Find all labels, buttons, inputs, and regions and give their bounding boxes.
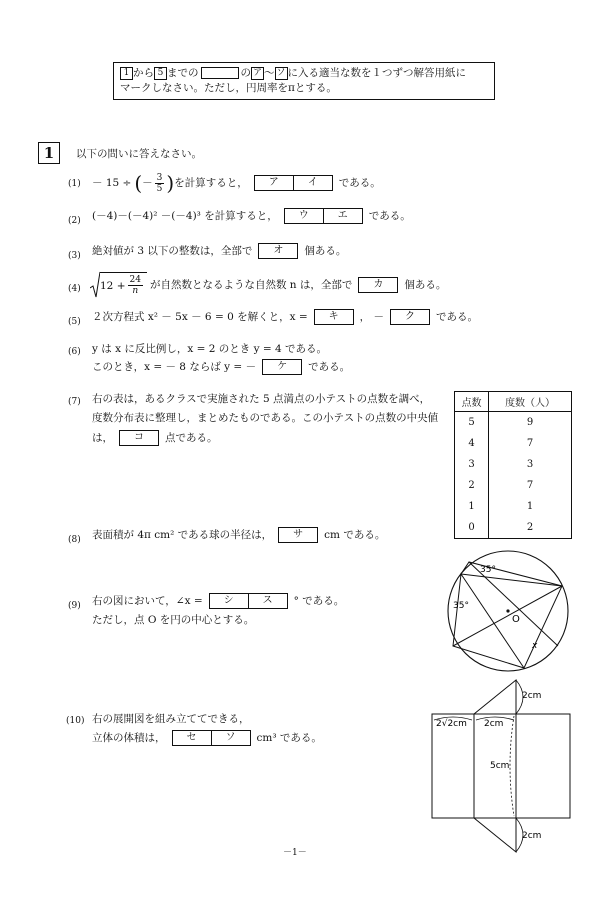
table-cell-frequency: 1 (526, 501, 534, 512)
q4-fraction-denominator: n (132, 286, 139, 296)
q9-number: (9) (68, 601, 81, 611)
q6-line-1: y は x に反比例し，x = 2 のとき y = 4 である。 (92, 343, 328, 355)
q8-prefix: 表面積が 4π cm² である球の半径は， (92, 529, 273, 541)
answer-box-shi: シ (223, 595, 234, 606)
q10-answer-boxes (172, 730, 251, 746)
q2-expression: (－4)－(－4)² －(－4)³ を計算すると， (92, 210, 278, 222)
table-cell-score: 3 (455, 454, 489, 475)
table-header-score: 点数 (455, 392, 489, 412)
q7-suffix: 点である。 (165, 432, 218, 444)
q1-sign: － (142, 177, 153, 189)
instr-number-1: 1 (120, 67, 133, 80)
answer-box-so: ソ (211, 731, 250, 745)
section-number: 1 (38, 142, 60, 164)
question-8 (92, 527, 385, 543)
net-label-height: 5cm (490, 761, 510, 771)
table-cell-score: 1 (455, 496, 489, 517)
net-label-left: 2√2cm (436, 719, 467, 729)
table-header-frequency: 度数（人） (489, 392, 572, 412)
answer-box-e: エ (323, 209, 362, 223)
q4-number: (4) (68, 284, 81, 294)
table-cell-frequency: 3 (526, 459, 534, 470)
instr-blank-box (201, 67, 239, 79)
answer-box-i: イ (293, 176, 332, 190)
q6-answer-boxes (262, 359, 302, 375)
q7-line-2: 度数分布表に整理し，まとめたものである。この小テストの点数の中央値 (92, 412, 439, 424)
q4-fraction (128, 275, 143, 296)
q2-answer-boxes (284, 208, 363, 224)
instr-number-5: 5 (154, 67, 167, 80)
q8-answer-boxes (278, 527, 318, 543)
q8-suffix: cm である。 (324, 529, 386, 541)
table-cell-frequency: 7 (526, 438, 534, 449)
q10-line-2 (92, 730, 322, 746)
q2-number: (2) (68, 216, 81, 226)
q1-fraction (155, 173, 165, 194)
table-header-row (455, 392, 572, 412)
table-row (455, 433, 572, 454)
q5-number: (5) (68, 317, 81, 327)
net-figure (426, 676, 576, 872)
answer-box-sa: サ (293, 529, 304, 540)
table-cell-frequency: 7 (526, 480, 534, 491)
answer-box-a: ア (268, 177, 279, 188)
q7-answer-boxes (119, 430, 159, 446)
q4-middle: が自然数となるような自然数 n は，全部で (149, 279, 353, 291)
table-row (455, 454, 572, 475)
answer-box-su: ス (248, 594, 287, 608)
q1-left-paren: ( (134, 171, 143, 195)
q4-suffix: 個ある。 (404, 279, 447, 291)
answer-box-ki: キ (328, 311, 339, 322)
q4-radicand-prefix: 12 + (100, 279, 126, 292)
net-label-top: 2cm (522, 691, 542, 701)
dim-arc-height (510, 716, 514, 816)
page-number: －1－ (283, 848, 307, 858)
table-row (455, 517, 572, 539)
question-3 (92, 243, 346, 259)
q6-line-2-prefix: このとき，x = － 8 ならば y = － (92, 361, 257, 373)
table-cell-frequency: 2 (489, 517, 572, 539)
table-cell-score: 0 (455, 517, 489, 539)
instr-text-2: までの (167, 67, 199, 79)
net-label-bottom: 2cm (522, 831, 542, 841)
q1-suffix: である。 (338, 177, 381, 189)
q2-suffix: である。 (368, 210, 411, 222)
answer-box-ke: ケ (277, 361, 288, 372)
instr-text-5: に入る適当な数を１つずつ解答用紙に (287, 67, 466, 79)
q8-number: (8) (68, 535, 81, 545)
q7-line-1: 右の表は，あるクラスで実施された 5 点満点の小テストの点数を調べ， (92, 393, 431, 405)
instr-answer-so: ソ (276, 67, 286, 78)
q4-radical (90, 271, 147, 299)
q10-line-1: 右の展開図を組み立ててできる， (92, 713, 250, 725)
answer-box-ko: コ (134, 432, 144, 443)
question-2 (92, 208, 411, 224)
q9-answer-boxes (209, 593, 288, 609)
q9-prefix: 右の図において，∠x = (92, 595, 203, 607)
table-cell-score: 4 (455, 433, 489, 454)
q5-answer-box-1 (314, 309, 354, 325)
question-1 (92, 170, 381, 196)
answer-box-ka: カ (373, 279, 384, 290)
chord-line (461, 574, 562, 586)
net-bottom-triangle (474, 818, 516, 852)
inscribed-lines (453, 562, 562, 668)
q3-suffix: 個ある。 (304, 245, 347, 257)
instr-text-4: 〜 (264, 67, 275, 79)
table-cell-score: 2 (455, 475, 489, 496)
q1-prefix: － 15 ÷ (92, 177, 132, 189)
table-cell-frequency: 9 (526, 417, 534, 428)
instr-answer-a: ア (252, 67, 262, 78)
q3-number: (3) (68, 251, 81, 261)
answer-box-o: オ (273, 245, 284, 256)
center-point (506, 609, 509, 612)
q7-line-3-prefix: は， (92, 432, 113, 444)
net-label-mid: 2cm (484, 719, 504, 729)
q3-answer-boxes (258, 243, 298, 259)
q5-prefix: ２次方程式 x² － 5x － 6 = 0 を解くと，x = (92, 311, 308, 323)
frequency-table (454, 391, 572, 539)
q9-suffix: ° である。 (293, 595, 345, 607)
q4-answer-boxes (358, 277, 398, 293)
q10-line-2-prefix: 立体の体積は， (92, 732, 166, 744)
question-4 (90, 270, 446, 300)
angle-label-left: 35° (453, 601, 469, 611)
q1-middle: を計算すると， (174, 177, 248, 189)
question-5 (92, 309, 478, 325)
angle-label-top: 35° (480, 565, 496, 575)
q1-number: (1) (68, 179, 81, 189)
q10-suffix: cm³ である。 (256, 732, 322, 744)
angle-x-label: x (532, 641, 538, 651)
sqrt-icon (90, 271, 100, 299)
q1-right-paren: ) (166, 171, 175, 195)
q3-prefix: 絶対値が 3 以下の整数は，全部で (92, 245, 253, 257)
q1-fraction-denominator: 5 (156, 183, 163, 194)
table-row (455, 496, 572, 517)
instr-text-1: から (133, 67, 154, 79)
q5-answer-box-2 (390, 309, 430, 325)
q6-number: (6) (68, 347, 81, 357)
answer-box-u: ウ (298, 210, 309, 221)
q1-answer-boxes (254, 175, 333, 191)
answer-box-ku: ク (405, 311, 415, 322)
chord-line-2 (453, 586, 562, 646)
table-row (455, 475, 572, 496)
q6-suffix: である。 (308, 361, 351, 373)
q10-number: (10) (66, 716, 85, 726)
table-cell-score: 5 (455, 412, 489, 434)
net-top-triangle (474, 680, 516, 714)
q5-separator: ， － (359, 311, 384, 323)
q6-line-2 (92, 359, 350, 375)
q7-line-3 (92, 430, 218, 446)
q5-suffix: である。 (436, 311, 478, 323)
question-9 (92, 593, 344, 609)
circle-figure (436, 548, 580, 674)
instr-line-2: マークしなさい。ただし，円周率をπとする。 (120, 82, 337, 94)
section-heading: 以下の問いに答えなさい。 (76, 148, 202, 160)
answer-box-se: セ (186, 732, 197, 743)
table-row (455, 412, 572, 434)
q4-fraction-numerator: 24 (129, 275, 141, 285)
instructions-box (113, 62, 495, 100)
instr-text-3: の (240, 67, 251, 79)
q1-fraction-numerator: 3 (156, 172, 163, 183)
q9-line-2: ただし，点 O を円の中心とする。 (92, 614, 255, 626)
center-label: O (512, 614, 520, 625)
q7-number: (7) (68, 397, 81, 407)
